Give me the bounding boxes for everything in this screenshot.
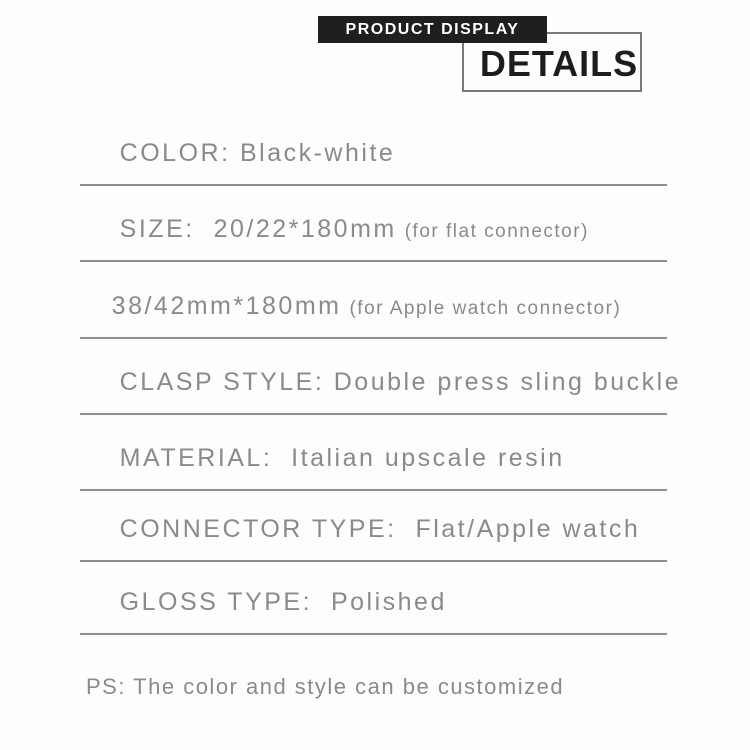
spec-row-gloss-type-text	[93, 574, 455, 631]
spec-row-connector-type	[80, 506, 667, 562]
product-display-banner	[318, 16, 547, 43]
spec-row-material-text	[93, 430, 573, 487]
spec-row-size-apple-watch	[80, 283, 667, 339]
spec-main-text: 38/42mm*180mm	[111, 292, 342, 320]
spec-row-size-flat	[80, 206, 667, 262]
spec-row-clasp-style-text	[93, 354, 689, 411]
spec-row-clasp-style	[80, 359, 682, 415]
spec-main-text: SIZE: 20/22*180mm	[119, 215, 397, 243]
spec-main-text: COLOR: Black-white	[119, 139, 396, 167]
spec-row-material	[80, 435, 667, 491]
spec-main-text: CONNECTOR TYPE: Flat/Apple watch	[119, 515, 641, 543]
spec-note-text: (for flat connector)	[404, 221, 589, 242]
ps-footnote: PS: The color and style can be customized	[86, 674, 565, 699]
spec-row-size-flat-text	[93, 201, 589, 258]
details-heading: DETAILS	[479, 43, 639, 84]
spec-row-color	[80, 130, 667, 186]
spec-row-color-text	[93, 125, 403, 182]
spec-main-text: MATERIAL: Italian upscale resin	[119, 444, 565, 472]
spec-main-text: CLASP STYLE: Double press sling buckle	[119, 368, 682, 396]
spec-row-gloss-type	[80, 579, 667, 635]
spec-row-connector-type-text	[93, 501, 648, 558]
spec-note-text: (for Apple watch connector)	[349, 298, 622, 319]
spec-main-text: GLOSS TYPE: Polished	[119, 588, 447, 616]
product-display-banner-label: PRODUCT DISPLAY	[345, 20, 520, 38]
spec-row-size-apple-watch-text	[85, 278, 621, 335]
